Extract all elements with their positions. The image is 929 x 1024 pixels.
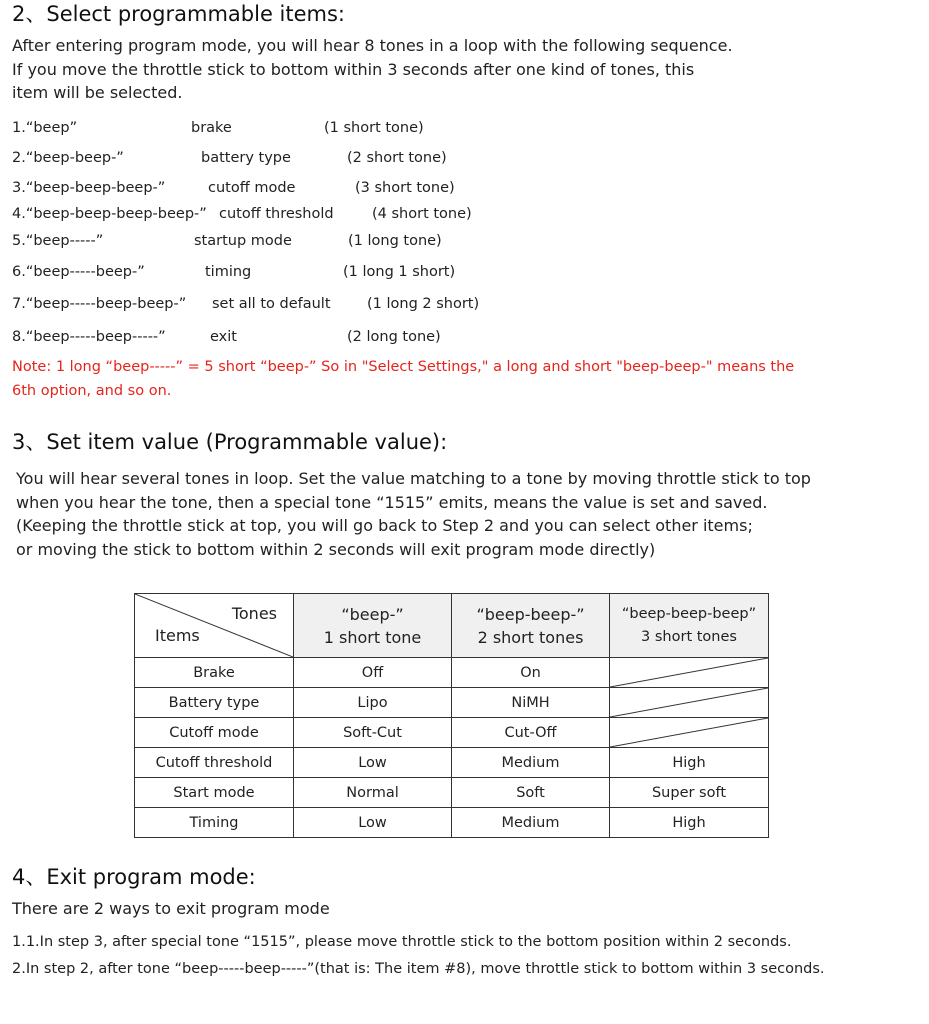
row-item-cell: Battery type xyxy=(135,688,294,718)
table-header-row xyxy=(135,594,769,658)
intro-line: item will be selected. xyxy=(12,83,183,102)
table-row xyxy=(135,718,769,748)
table-corner-cell xyxy=(135,594,294,658)
item-desc: (1 long tone) xyxy=(348,233,442,249)
column-header-line1: “beep-” xyxy=(341,604,404,624)
value-cell: Super soft xyxy=(610,778,769,808)
intro-line: If you move the throttle stick to bottom within 3 seconds after one kind of tones, this xyxy=(12,59,695,79)
column-header-line1: “beep-beep-beep” xyxy=(621,605,757,622)
item-tone: 1.“beep” xyxy=(12,120,78,136)
section-3-heading: 3、Set item value (Programmable value): xyxy=(12,430,448,454)
item-desc: (2 short tone) xyxy=(347,150,447,166)
item-desc: (4 short tone) xyxy=(372,206,472,222)
row-item-cell: Cutoff threshold xyxy=(135,748,294,778)
item-tone: 8.“beep-----beep-----” xyxy=(12,329,166,345)
table-row xyxy=(135,778,769,808)
item-desc: (2 long tone) xyxy=(347,329,441,345)
item-tone: 5.“beep-----” xyxy=(12,233,104,249)
item-name: startup mode xyxy=(194,233,292,249)
column-header-line2: 2 short tones xyxy=(477,627,584,647)
empty-value-cell xyxy=(610,658,769,688)
column-header xyxy=(610,594,769,658)
item-name: battery type xyxy=(201,150,291,166)
value-cell: Low xyxy=(294,808,452,838)
value-cell: Soft xyxy=(452,778,610,808)
item-name: timing xyxy=(205,264,252,280)
item-tone: 4.“beep-beep-beep-beep-” xyxy=(12,206,207,222)
column-header xyxy=(452,594,610,658)
row-item-cell: Timing xyxy=(135,808,294,838)
item-name: set all to default xyxy=(212,296,331,312)
table-row xyxy=(135,658,769,688)
value-cell: Lipo xyxy=(294,688,452,718)
empty-value-cell xyxy=(610,688,769,718)
column-header-line2: 1 short tone xyxy=(323,627,422,647)
item-desc: (1 long 2 short) xyxy=(367,296,480,312)
section-2-intro xyxy=(12,34,733,105)
table-row xyxy=(135,808,769,838)
table-row xyxy=(135,748,769,778)
item-name: cutoff threshold xyxy=(219,206,334,222)
value-cell: High xyxy=(610,808,769,838)
item-name: cutoff mode xyxy=(208,180,296,196)
item-desc: (1 short tone) xyxy=(324,120,424,136)
slash-line xyxy=(610,688,768,717)
section-3-intro xyxy=(16,467,811,561)
value-cell: Low xyxy=(294,748,452,778)
intro-line: (Keeping the throttle stick at top, you will go back to Step 2 and you can select other items; xyxy=(16,516,753,535)
item-name: exit xyxy=(210,329,237,345)
exit-step: 2.In step 2, after tone “beep-----beep-----”(that is: The item #8), move throttle stick to bottom within 3 seconds. xyxy=(12,961,825,977)
row-item-cell: Start mode xyxy=(135,778,294,808)
value-cell: Off xyxy=(294,658,452,688)
section-4-heading: 4、Exit program mode: xyxy=(12,865,256,889)
item-desc: (1 long 1 short) xyxy=(343,264,456,280)
value-cell: Normal xyxy=(294,778,452,808)
intro-line: You will hear several tones in loop. Set the value matching to a tone by moving throttle stick to top xyxy=(16,469,811,488)
section-2-heading: 2、Select programmable items: xyxy=(12,2,346,26)
corner-tones-label: Tones xyxy=(231,604,277,623)
value-cell: Medium xyxy=(452,748,610,778)
column-header xyxy=(294,594,452,658)
intro-line: when you hear the tone, then a special tone “1515” emits, means the value is set and saved. xyxy=(16,492,768,512)
slash-line xyxy=(610,718,768,747)
item-tone: 6.“beep-----beep-” xyxy=(12,264,145,280)
intro-line: or moving the stick to bottom within 2 seconds will exit program mode directly) xyxy=(16,539,656,559)
slash-line xyxy=(610,658,768,687)
note-text xyxy=(12,356,794,403)
exit-step: 1.1.In step 3, after special tone “1515”, please move throttle stick to the bottom position within 2 seconds. xyxy=(12,934,792,950)
item-tone: 7.“beep-----beep-beep-” xyxy=(12,296,187,312)
intro-line: After entering program mode, you will hear 8 tones in a loop with the following sequence. xyxy=(12,36,733,55)
row-item-cell: Brake xyxy=(135,658,294,688)
value-cell: Cut-Off xyxy=(452,718,610,748)
corner-items-label: Items xyxy=(155,626,200,645)
item-desc: (3 short tone) xyxy=(355,180,455,196)
value-cell: NiMH xyxy=(452,688,610,718)
note-line: Note: 1 long “beep-----” = 5 short “beep-” So in "Select Settings," a long and short "beep-beep-" means the xyxy=(12,359,795,375)
section-4-intro: There are 2 ways to exit program mode xyxy=(12,899,330,918)
value-cell: High xyxy=(610,748,769,778)
item-tone: 3.“beep-beep-beep-” xyxy=(12,180,166,196)
value-cell: Soft-Cut xyxy=(294,718,452,748)
column-header-line1: “beep-beep-” xyxy=(476,604,585,624)
column-header-line2: 3 short tones xyxy=(641,628,737,645)
table-row xyxy=(135,688,769,718)
note-line: 6th option, and so on. xyxy=(12,382,172,399)
value-cell: On xyxy=(452,658,610,688)
item-tone: 2.“beep-beep-” xyxy=(12,150,124,166)
empty-value-cell xyxy=(610,718,769,748)
value-cell: Medium xyxy=(452,808,610,838)
programmable-values-table xyxy=(134,593,769,838)
row-item-cell: Cutoff mode xyxy=(135,718,294,748)
item-name: brake xyxy=(191,120,232,136)
